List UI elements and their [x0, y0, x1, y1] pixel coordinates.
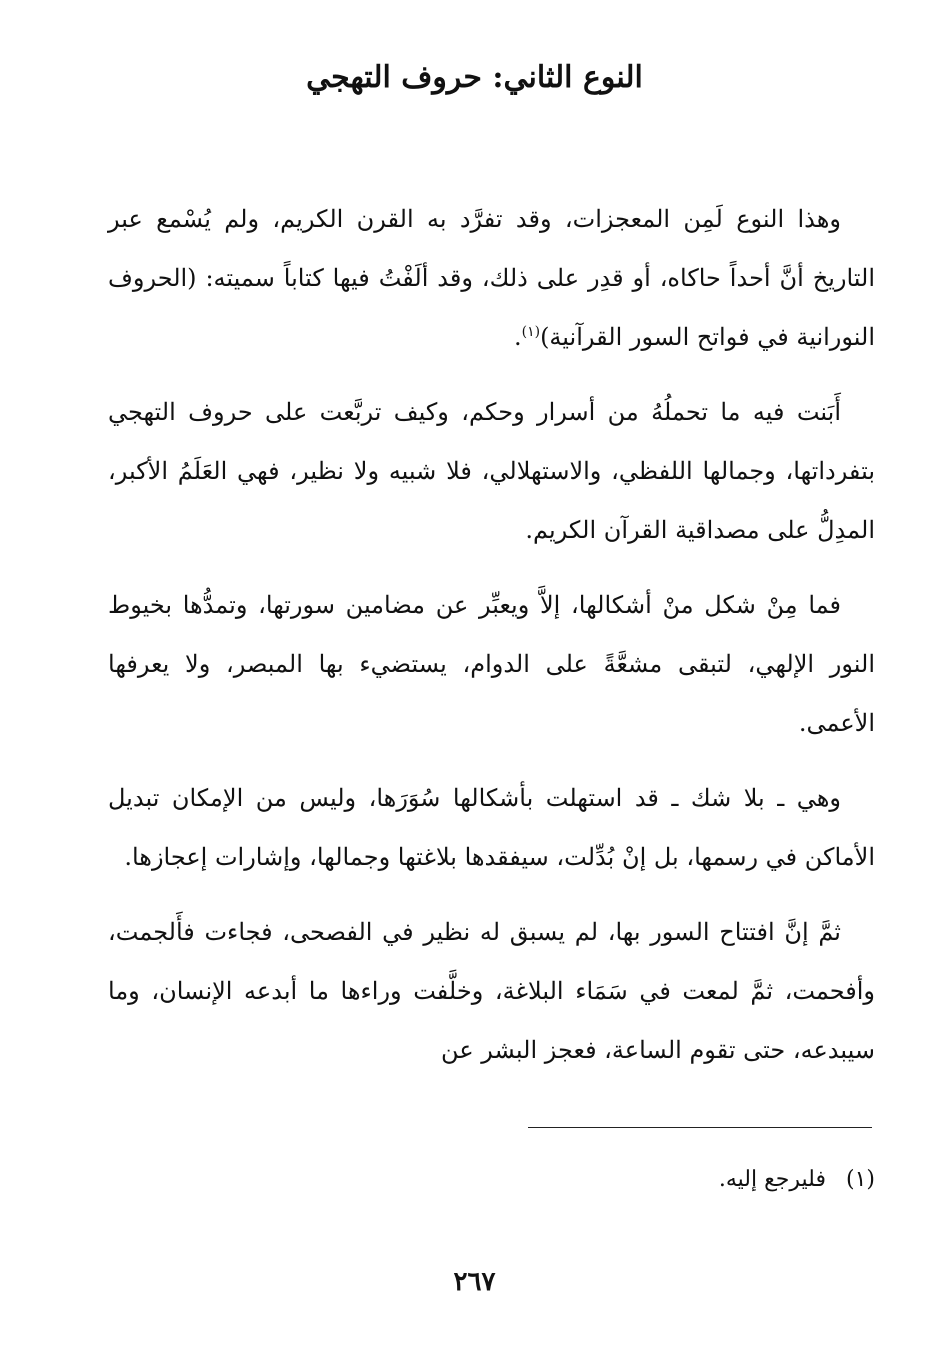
- footnote-reference[interactable]: (١): [521, 324, 541, 340]
- paragraph-1-end: .: [513, 323, 522, 351]
- paragraph-5: ثمَّ إنَّ افتتاح السور بها، لم يسبق له نظير في الفصحى، فجاءت فأَلجمت، وأفحمت، ثمَّ لمعت في سَمَاء البلاغة، وخلَّفت وراءها ما أبدعه الإنسان، وما سيبدعه، حتى تقوم الساعة، فعجز البشر عن: [108, 918, 875, 1064]
- footnote-number: (١): [845, 1167, 875, 1192]
- paragraph-3: فما مِنْ شكل منْ أشكالها، إلاَّ ويعبِّر عن مضامين سورتها، وتمدُّها بخيوط النور الإلهي، لتبقى مشعَّةً على الدوام، يستضيء بها المبصر، ولا يعرفها الأعمى.: [108, 591, 875, 737]
- paragraph-4: وهي ـ بلا شك ـ قد استهلت بأشكالها سُوَرَها، وليس من الإمكان تبديل الأماكن في رسمها، بل إنْ بُدِّلت، سيفقدها بلاغتها وجمالها، وإشارات إعجازها.: [108, 784, 875, 871]
- paragraph-1-text: وهذا النوع لَمِن المعجزات، وقد تفرَّد به القرن الكريم، ولم يُسْمع عبر التاريخ أنَّ أحداً حاكاه، أو قدِر على ذلك، وقد ألَفْتُ فيها كتاباً سميته: (الحروف النورانية في فواتح السور القرآنية): [108, 205, 876, 351]
- page-number: ٢٦٧: [453, 1267, 496, 1297]
- page-title: النوع الثاني: حروف التهجي: [306, 60, 643, 95]
- footnote: [300, 1160, 875, 1200]
- paragraph-1: [108, 190, 875, 367]
- footnote-text: فليرجع إليه.: [718, 1167, 826, 1192]
- main-text: [108, 190, 875, 1096]
- paragraph-2: أَبَنت فيه ما تحملُهُ من أسرار وحكم، وكيف تربَّعت على حروف التهجي بتفرداتها، وجمالها اللفظي، والاستهلالي، فلا شبيه ولا نظير، فهي العَلَمُ الأكبر، المدِلُّ على مصداقية القرآن الكريم.: [108, 398, 875, 544]
- footnote-divider: [528, 1127, 872, 1128]
